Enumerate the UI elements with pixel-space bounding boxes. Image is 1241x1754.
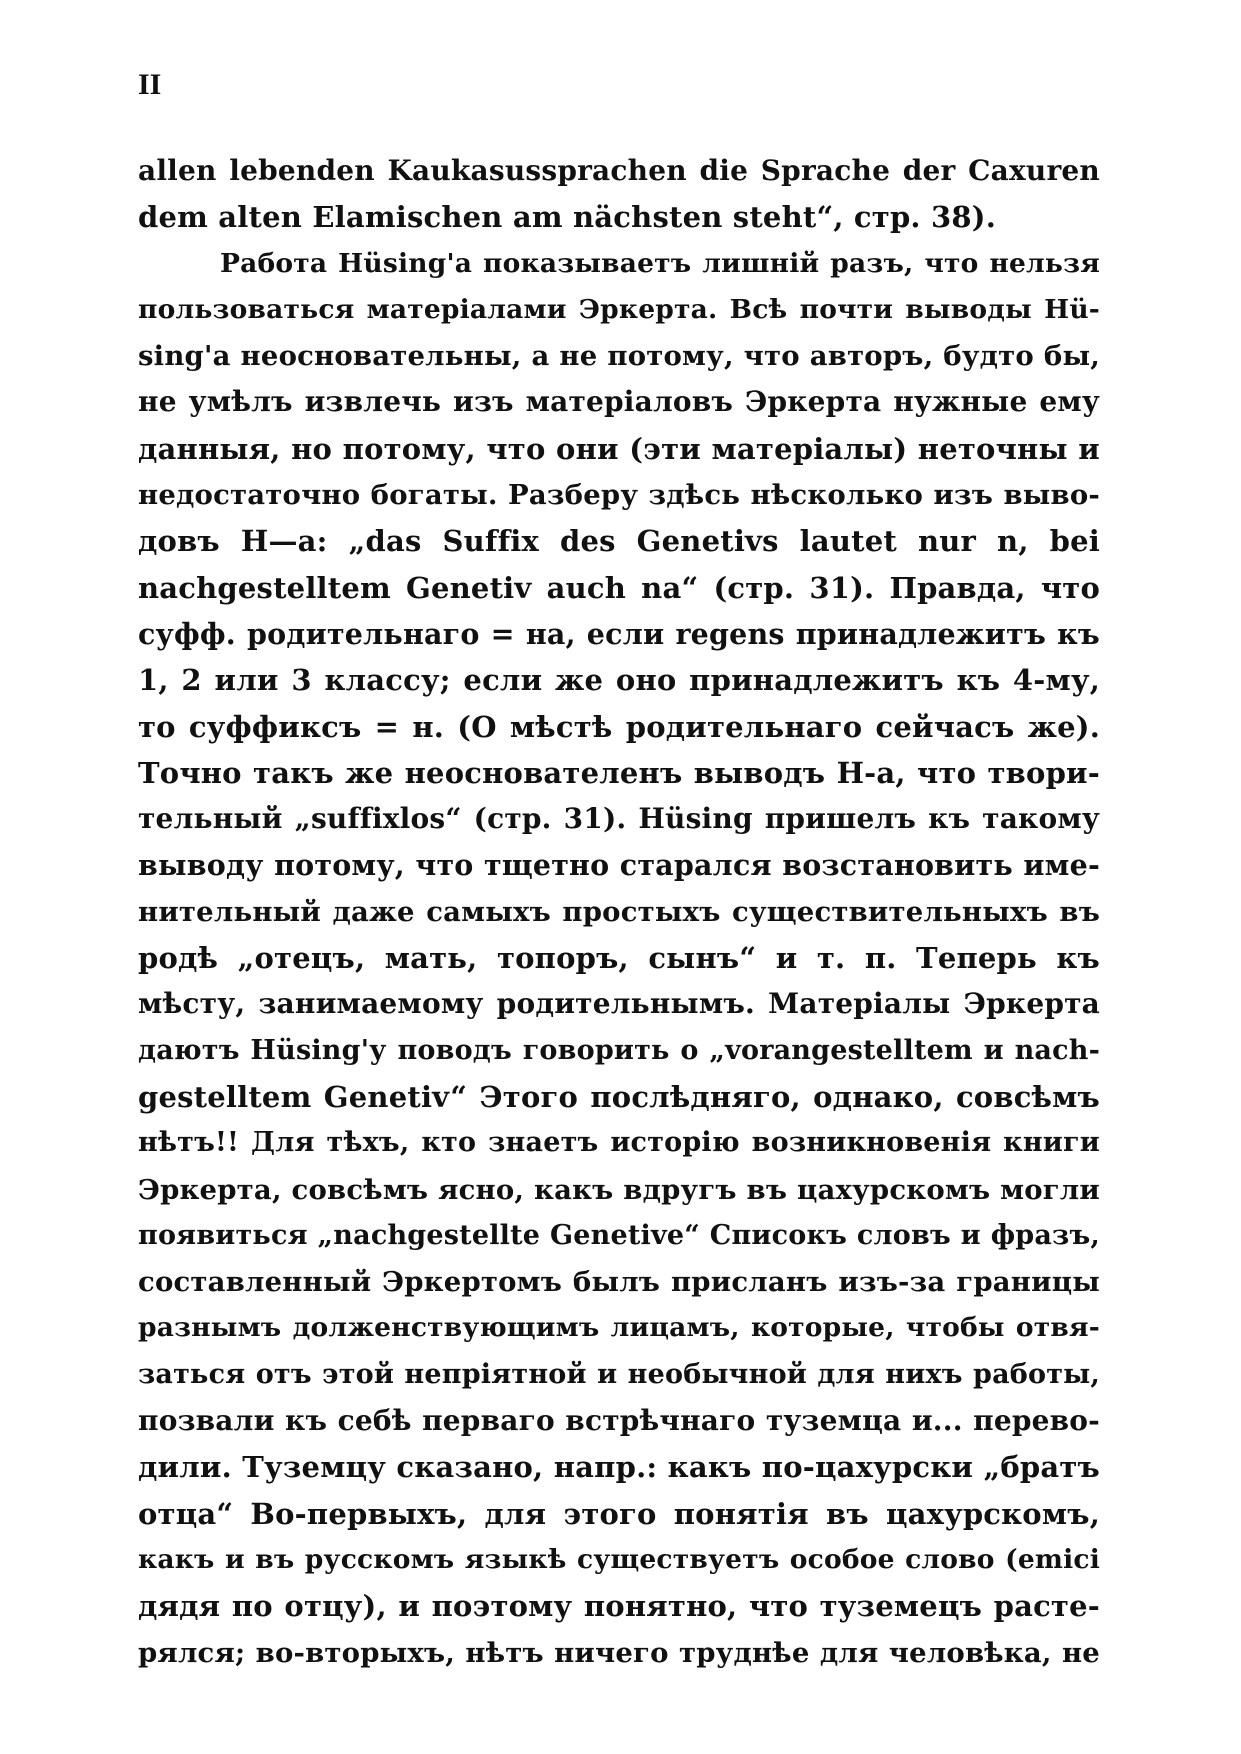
text-line: какъ и въ русскомъ языкѣ существуетъ особое слово (emici — [138, 1543, 1100, 1575]
text-line: пользоваться матеріалами Эркерта. Всѣ почти выводы Hü- — [138, 293, 1100, 325]
text-line: даютъ Hüsing'у поводъ говорить о „vorangestelltem и nach- — [138, 1034, 1100, 1066]
text-line: дядя по отцу), и поэтому понятно, что туземецъ расте- — [138, 1589, 1100, 1624]
text-line: Эркерта, совсѣмъ ясно, какъ вдругъ въ цахурскомъ могли — [138, 1173, 1100, 1206]
body-text — [138, 148, 1100, 1676]
text-line: появиться „nachgestellte Genetive“ Списокъ словъ и фразъ, — [138, 1219, 1100, 1251]
text-line: gestelltem Genetiv“ Этого послѣдняго, однако, совсѣмъ — [138, 1079, 1100, 1114]
text-line: dem alten Elamischen am nächsten steht“, стр. 38). — [138, 200, 996, 235]
text-line: мѣсту, занимаемому родительнымъ. Матеріалы Эркерта — [138, 987, 1100, 1021]
text-line: составленный Эркертомъ былъ присланъ изъ-за границы — [138, 1266, 1100, 1299]
text-line: тельный „suffixlos“ (стр. 31). Hüsing пришелъ къ такому — [138, 802, 1100, 836]
text-line: родѣ „отецъ, мать, топоръ, сынъ“ и т. п. Теперь къ — [138, 941, 1100, 976]
text-line: позвали къ себѣ перваго встрѣчнаго туземца и... перево- — [138, 1404, 1100, 1438]
text-line: выводу потому, что тщетно старался возстановить име- — [138, 848, 1100, 883]
text-line: 1, 2 или 3 классу; если же оно принадлежитъ къ 4-му, — [138, 663, 1100, 698]
text-line: отца“ Во-первыхъ, для этого понятія въ цахурскомъ, — [138, 1496, 1100, 1531]
text-line: не умѣлъ извлечь изъ матеріаловъ Эркерта нужные ему — [138, 385, 1100, 419]
text-line: разнымъ долженствующимъ лицамъ, которые, чтобы отвя- — [138, 1312, 1100, 1344]
text-line: нѣтъ!! Для тѣхъ, кто знаетъ исторію возникновенія книги — [138, 1127, 1100, 1159]
text-line: суфф. родительнаго = на, если regens принадлежитъ къ — [138, 616, 1100, 651]
text-line: Работа Hüsing'a показываетъ лишній разъ, что нельзя — [220, 247, 1100, 279]
text-line: дили. Туземцу сказано, напр.: какъ по-цахурски „братъ — [138, 1450, 1100, 1485]
text-line: заться отъ этой непріятной и необычной для нихъ работы, — [138, 1358, 1100, 1390]
text-line: allen lebenden Kaukasussprachen die Sprache der Caxuren — [138, 154, 1100, 187]
text-line: рялся; во-вторыхъ, нѣтъ ничего труднѣе для человѣка, не — [138, 1636, 1100, 1669]
text-line: то суффиксъ = н. (О мѣстѣ родительнаго сейчасъ же). — [138, 709, 1100, 744]
text-line: нительный даже самыхъ простыхъ существительныхъ въ — [138, 895, 1100, 928]
text-line: Точно такъ же неоснователенъ выводъ Н-а, что твори- — [138, 755, 1100, 790]
text-line: sing'a неосновательны, а не потому, что авторъ, будто бы, — [138, 340, 1100, 373]
page-number: II — [138, 68, 162, 101]
text-line: nachgestelltem Genetiv auch na“ (стр. 31). Правда, что — [138, 570, 1100, 605]
text-line: недостаточно богаты. Разберу здѣсь нѣсколько изъ выво- — [138, 479, 1100, 512]
text-line: довъ Н—а: „das Suffix des Genetivs lautet nur n, bei — [138, 524, 1100, 559]
text-line: данныя, но потому, что они (эти матеріалы) неточны и — [138, 431, 1100, 466]
